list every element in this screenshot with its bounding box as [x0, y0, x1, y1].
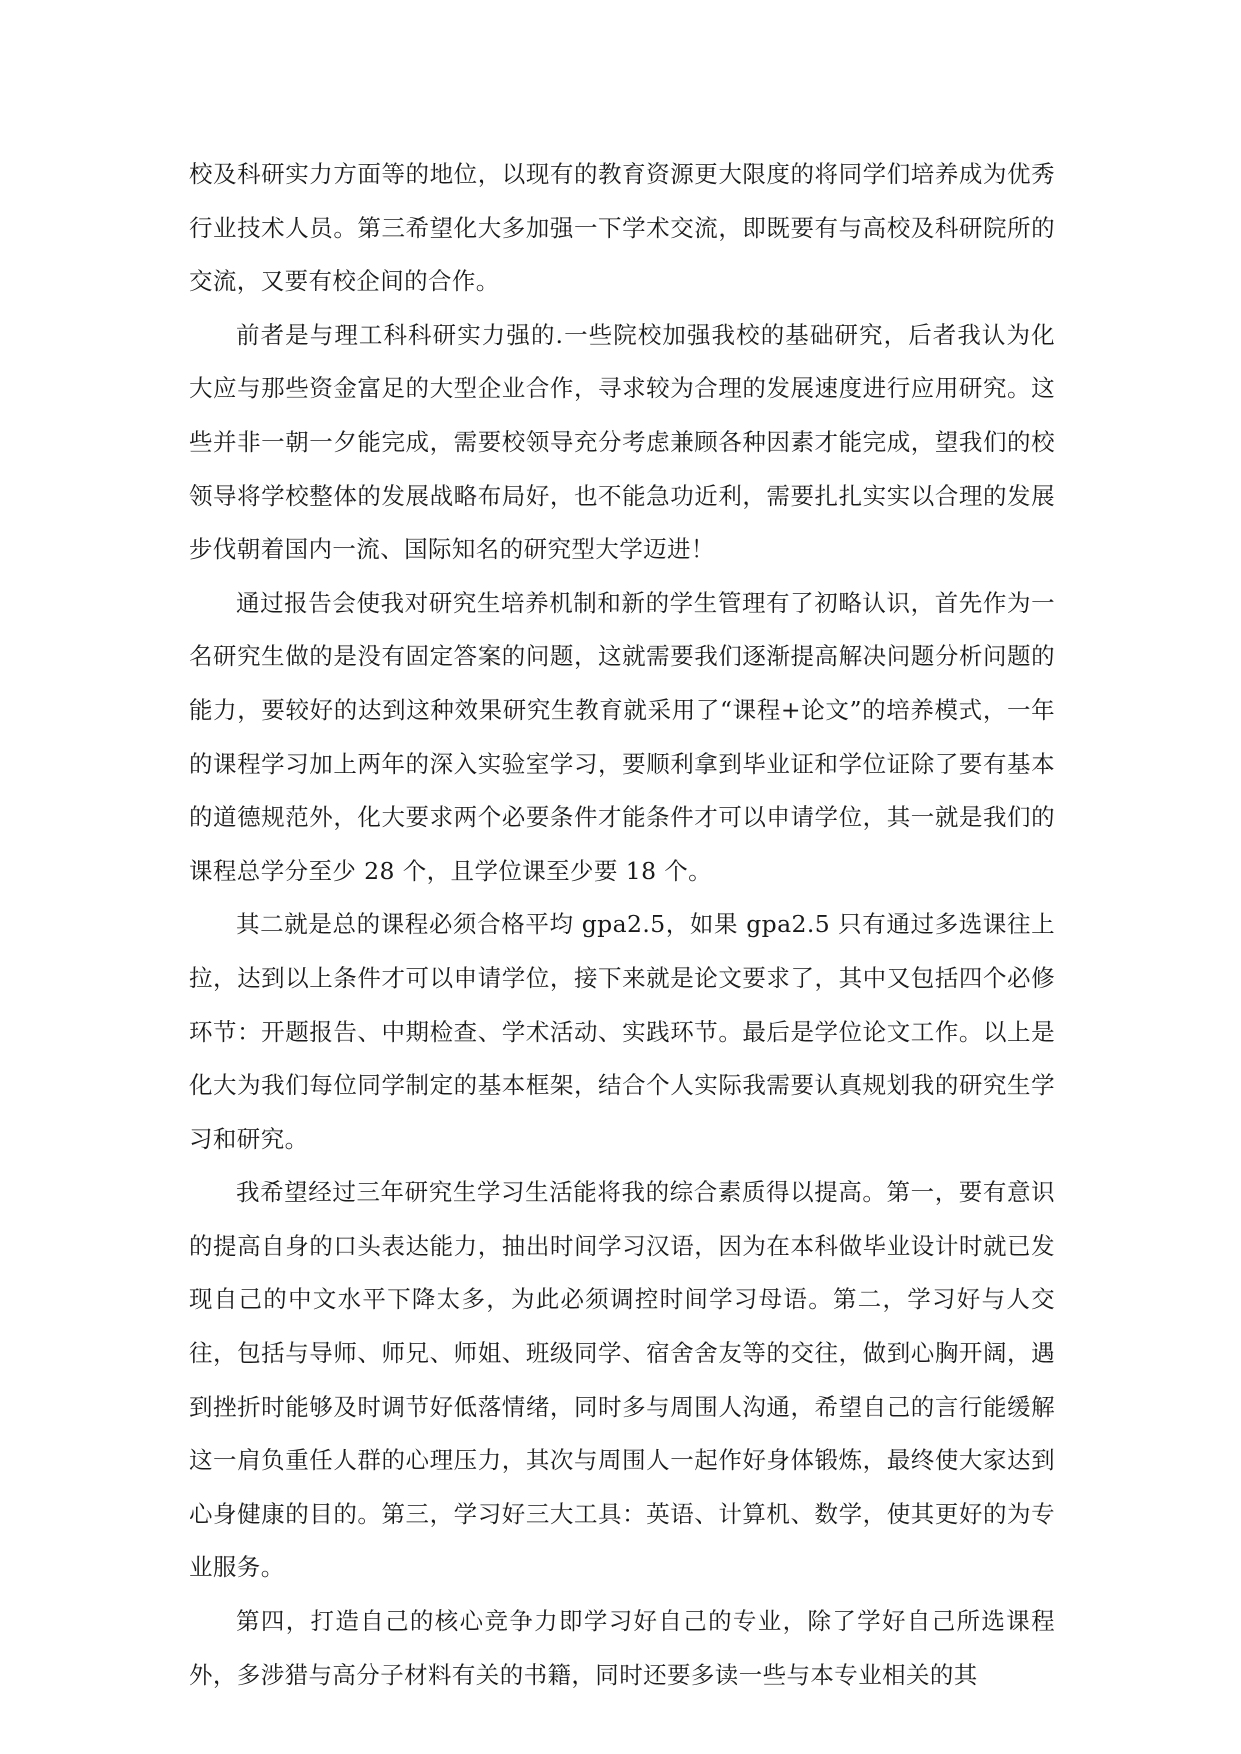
paragraph-research-cooperation: 前者是与理工科科研实力强的.一些院校加强我校的基础研究，后者我认为化大应与那些资金富足的大型企业合作，寻求较为合理的发展速度进行应用研究。这些并非一朝一夕能完成，需要校领导充分考虑兼顾各种因素才能完成，望我们的校领导将学校整体的发展战略布局好，也不能急功近利，需要扎扎实实以合理的发展步伐朝着国内一流、国际知名的研究型大学迈进！ [189, 320, 1055, 564]
document-body [189, 148, 1055, 1702]
paragraph-continuation: 校及科研实力方面等的地位，以现有的教育资源更大限度的将同学们培养成为优秀行业技术人员。第三希望化大多加强一下学术交流，即既要有与高校及科研院所的交流，又要有校企间的合作。 [189, 160, 1055, 296]
paragraph-core-competence: 第四，打造自己的核心竞争力即学习好自己的专业，除了学好自己所选课程外，多涉猎与高分子材料有关的书籍，同时还要多读一些与本专业相关的其 [189, 1607, 1055, 1689]
paragraph-degree-requirements: 其二就是总的课程必须合格平均 gpa2.5，如果 gpa2.5 只有通过多选课往上拉，达到以上条件才可以申请学位，接下来就是论文要求了，其中又包括四个必修环节：开题报告、中期检查、学术活动、实践环节。最后是学位论文工作。以上是化大为我们每位同学制定的基本框架，结合个人实际我需要认真规划我的研究生学习和研究。 [189, 910, 1055, 1153]
paragraph-personal-goals: 我希望经过三年研究生学习生活能将我的综合素质得以提高。第一，要有意识的提高自身的口头表达能力，抽出时间学习汉语，因为在本科做毕业设计时就已发现自己的中文水平下降太多，为此必须调控时间学习母语。第二，学习好与人交往，包括与导师、师兄、师姐、班级同学、宿舍舍友等的交往，做到心胸开阔，遇到挫折时能够及时调节好低落情绪，同时多与周围人沟通，希望自己的言行能缓解这一肩负重任人群的心理压力，其次与周围人一起作好身体锻炼，最终使大家达到心身健康的目的。第三，学习好三大工具：英语、计算机、数学，使其更好的为专业服务。 [189, 1178, 1055, 1582]
paragraph-training-mechanism: 通过报告会使我对研究生培养机制和新的学生管理有了初略认识，首先作为一名研究生做的是没有固定答案的问题，这就需要我们逐渐提高解决问题分析问题的能力，要较好的达到这种效果研究生教育就采用了“课程+论文”的培养模式，一年的课程学习加上两年的深入实验室学习，要顺利拿到毕业证和学位证除了要有基本的道德规范外，化大要求两个必要条件才能条件才可以申请学位，其一就是我们的课程总学分至少 28 个，且学位课至少要 18 个。 [189, 588, 1055, 885]
